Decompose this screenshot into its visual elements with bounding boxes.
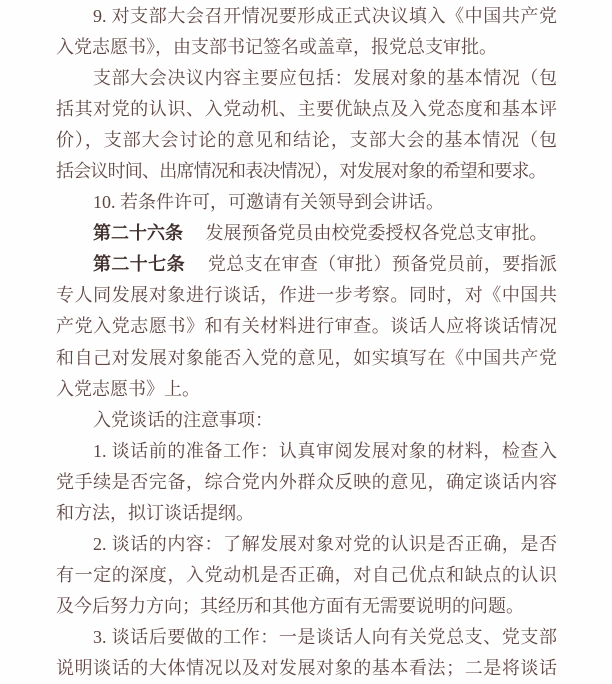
- text-line: [56, 591, 557, 622]
- text-line: [56, 32, 557, 63]
- text-line: [56, 374, 557, 405]
- line-text: 10. 若条件许可，可邀请有关领导到会讲话。: [93, 192, 444, 213]
- line-text: 入党志愿书》上。: [56, 378, 200, 399]
- text-line: [56, 529, 557, 560]
- line-text: 有一定的深度，入党动机是否正确，对自己优点和缺点的认识: [56, 564, 557, 585]
- line-text: 及今后努力方向；其经历和其他方面有无需要说明的问题。: [56, 595, 524, 616]
- text-line: [56, 405, 557, 436]
- line-text: 和方法，拟订谈话提纲。: [56, 502, 254, 523]
- line-text: 说明谈话的大体情况以及对发展对象的基本看法；二是将谈话: [56, 657, 557, 678]
- line-text: 1. 谈话前的准备工作：认真审阅发展对象的材料，检查入: [93, 440, 557, 461]
- line-text: 9. 对支部大会召开情况要形成正式决议填入《中国共产党: [93, 6, 557, 26]
- line-text: 党手续是否完备，综合党内外群众反映的意见，确定谈话内容: [56, 471, 557, 492]
- text-line: [56, 1, 557, 32]
- text-line: [56, 653, 557, 684]
- line-text: 2. 谈话的内容：了解发展对象对党的认识是否正确，是否: [93, 533, 557, 554]
- text-line: [56, 622, 557, 653]
- text-line: [56, 125, 557, 156]
- text-line: [56, 249, 557, 280]
- line-text: 产党入党志愿书》和有关材料进行审查。谈话人应将谈话情况: [56, 316, 557, 337]
- line-text: 3. 谈话后要做的工作：一是谈话人向有关党总支、党支部: [93, 626, 557, 647]
- line-text: 和自己对发展对象能否入党的意见，如实填写在《中国共产党: [56, 347, 557, 368]
- article-number: 第二十七条: [93, 254, 185, 275]
- line-text: 党总支在审查（审批）预备党员前，要指派: [207, 254, 557, 275]
- text-line: [56, 218, 557, 249]
- text-line: [56, 311, 557, 342]
- text-line: [56, 187, 557, 218]
- line-text: 支部大会决议内容主要应包括：发展对象的基本情况（包: [93, 68, 557, 89]
- line-text: 括其对党的认识、入党动机、主要优缺点及入党态度和基本评: [56, 99, 557, 120]
- text-line: [56, 63, 557, 94]
- document-text: [56, 1, 557, 684]
- text-line: [56, 280, 557, 311]
- line-text: 括会议时间、出席情况和表决情况），对发展对象的希望和要求。: [56, 161, 546, 182]
- text-line: [56, 94, 557, 125]
- article-number: 第二十六条: [93, 223, 183, 244]
- text-line: [56, 436, 557, 467]
- line-text: 发展预备党员由校党委授权各党总支审批。: [205, 223, 548, 244]
- text-line: [56, 560, 557, 591]
- line-text: 入党志愿书》，由支部书记签名或盖章，报党总支审批。: [56, 37, 497, 58]
- line-text: 专人同发展对象进行谈话，作进一步考察。同时，对《中国共: [56, 285, 557, 306]
- line-text: 入党谈话的注意事项：: [93, 409, 273, 430]
- text-line: [56, 156, 557, 187]
- line-text: 价），支部大会讨论的意见和结论，支部大会的基本情况（包: [56, 130, 557, 151]
- text-line: [56, 467, 557, 498]
- text-line: [56, 498, 557, 529]
- text-line: [56, 343, 557, 374]
